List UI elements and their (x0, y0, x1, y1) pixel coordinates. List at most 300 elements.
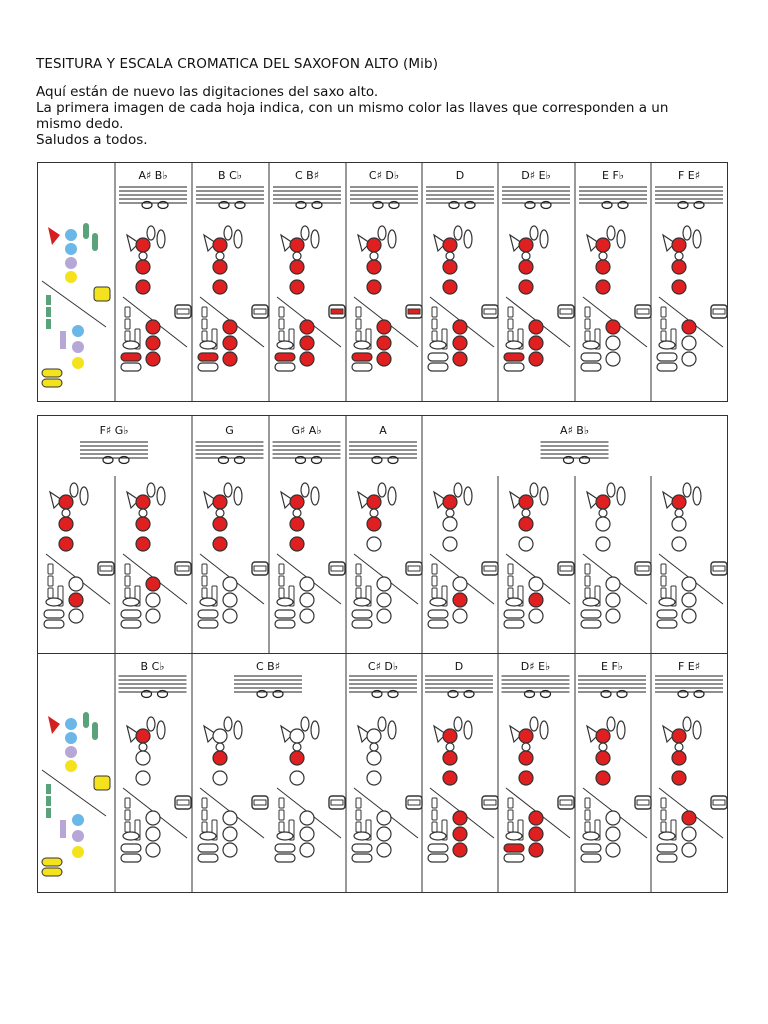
side-key-icon (540, 230, 548, 248)
pinky-key-icon (198, 610, 218, 618)
tone-hole-key-icon (290, 238, 304, 252)
tone-hole-key-icon (370, 252, 378, 260)
tone-hole-key-icon (529, 336, 543, 350)
tone-hole-key-icon (216, 252, 224, 260)
pinky-key-icon (277, 341, 293, 349)
spatula-key-icon (508, 576, 513, 586)
spatula-key-icon (202, 822, 207, 832)
pinky-key-icon (354, 598, 370, 606)
spatula-key-icon (356, 798, 361, 808)
spatula-key-icon (585, 564, 590, 574)
side-key-icon (560, 309, 572, 314)
note-name-label: C♯ D♭ (368, 169, 400, 182)
tone-hole-key-icon (682, 843, 696, 857)
tone-hole-key-icon (377, 577, 391, 591)
spatula-key-icon (202, 331, 207, 341)
pinky-key-icon (428, 854, 448, 862)
note-name-label: C B♯ (255, 660, 281, 673)
tone-hole-key-icon (300, 827, 314, 841)
side-key-icon (464, 230, 472, 248)
spatula-key-icon (661, 810, 666, 820)
tone-hole-key-icon (443, 517, 457, 531)
side-key-icon (388, 230, 396, 248)
tone-hole-key-icon (596, 537, 610, 551)
tone-hole-key-icon (519, 517, 533, 531)
palm-key-icon (454, 226, 462, 240)
side-key-icon (92, 233, 98, 251)
note-name-label: E F♭ (602, 169, 624, 182)
tone-hole-key-icon (72, 325, 84, 337)
spatula-key-icon (508, 331, 513, 341)
side-key-icon (234, 487, 242, 505)
intro-line-4: Saludos a todos. (36, 132, 148, 148)
note-name-label: C♯ D♭ (367, 660, 399, 673)
side-key-icon (484, 800, 496, 805)
intro-text (36, 84, 736, 148)
spatula-key-icon (508, 319, 513, 329)
tone-hole-key-icon (65, 760, 77, 772)
tone-hole-key-icon (519, 260, 533, 274)
palm-key-icon (48, 227, 60, 245)
tone-hole-key-icon (682, 609, 696, 623)
pinky-key-icon (657, 610, 677, 618)
pinky-key-icon (44, 610, 64, 618)
spatula-key-icon (508, 307, 513, 317)
tone-hole-key-icon (69, 577, 83, 591)
note-name-label: B C♭ (218, 169, 242, 182)
tone-hole-key-icon (606, 843, 620, 857)
side-key-icon (693, 230, 701, 248)
fingering-chart-row-1 (37, 162, 728, 402)
side-key-icon (311, 721, 319, 739)
tone-hole-key-icon (606, 827, 620, 841)
tone-hole-key-icon (377, 320, 391, 334)
tone-hole-key-icon (443, 771, 457, 785)
tone-hole-key-icon (59, 495, 73, 509)
side-key-icon (331, 800, 343, 805)
tone-hole-key-icon (290, 260, 304, 274)
tone-hole-key-icon (596, 280, 610, 294)
spatula-key-icon (432, 588, 437, 598)
tone-hole-key-icon (223, 827, 237, 841)
pinky-key-icon (428, 363, 448, 371)
spatula-key-icon (125, 810, 130, 820)
tone-hole-key-icon (529, 609, 543, 623)
side-key-icon (331, 566, 343, 571)
spatula-key-icon (60, 820, 66, 838)
tone-hole-key-icon (599, 252, 607, 260)
tone-hole-key-icon (672, 280, 686, 294)
pinky-key-icon (123, 341, 139, 349)
side-key-icon (92, 722, 98, 740)
spatula-key-icon (356, 588, 361, 598)
spatula-key-icon (508, 588, 513, 598)
palm-key-icon (683, 483, 691, 497)
spatula-key-icon (356, 576, 361, 586)
note-name-label: F E♯ (677, 169, 701, 182)
palm-key-icon (70, 483, 78, 497)
fingering-chart-row-3 (37, 653, 728, 893)
pinky-key-icon (275, 844, 295, 852)
tone-hole-key-icon (596, 495, 610, 509)
pinky-key-icon (198, 620, 218, 628)
pinky-key-icon (275, 363, 295, 371)
palm-key-icon (530, 226, 538, 240)
pinky-key-icon (504, 854, 524, 862)
pinky-key-icon (659, 341, 675, 349)
tone-hole-key-icon (529, 811, 543, 825)
tone-hole-key-icon (519, 729, 533, 743)
spatula-key-icon (125, 822, 130, 832)
spatula-key-icon (585, 319, 590, 329)
tone-hole-key-icon (675, 743, 683, 751)
palm-key-icon (301, 717, 309, 731)
pinky-key-icon (657, 854, 677, 862)
pinky-key-icon (275, 353, 295, 361)
pinky-key-icon (352, 620, 372, 628)
side-key-icon (540, 721, 548, 739)
spatula-key-icon (661, 822, 666, 832)
side-key-icon (408, 566, 420, 571)
pinky-key-icon (42, 858, 62, 866)
tone-hole-key-icon (136, 771, 150, 785)
pinky-key-icon (428, 620, 448, 628)
tone-hole-key-icon (682, 577, 696, 591)
tone-hole-key-icon (443, 495, 457, 509)
spatula-key-icon (508, 810, 513, 820)
pinky-key-icon (46, 598, 62, 606)
note-name-label: B C♭ (140, 660, 165, 673)
pinky-key-icon (121, 854, 141, 862)
tone-hole-key-icon (139, 509, 147, 517)
fingering-diagrams-row-2 (38, 416, 727, 654)
tone-hole-key-icon (293, 743, 301, 751)
tone-hole-key-icon (300, 336, 314, 350)
tone-hole-key-icon (146, 577, 160, 591)
tone-hole-key-icon (59, 537, 73, 551)
tone-hole-key-icon (146, 336, 160, 350)
tone-hole-key-icon (682, 320, 696, 334)
pinky-key-icon (506, 832, 522, 840)
palm-key-icon (301, 226, 309, 240)
tone-hole-key-icon (223, 320, 237, 334)
tone-hole-key-icon (300, 352, 314, 366)
tone-hole-key-icon (453, 593, 467, 607)
tone-hole-key-icon (672, 517, 686, 531)
tone-hole-key-icon (596, 729, 610, 743)
pinky-key-icon (352, 844, 372, 852)
tone-hole-key-icon (367, 238, 381, 252)
spatula-key-icon (585, 822, 590, 832)
fingering-diagrams-row-1 (38, 163, 727, 401)
spatula-key-icon (279, 576, 284, 586)
side-key-icon (484, 566, 496, 571)
tone-hole-key-icon (300, 609, 314, 623)
tone-hole-key-icon (672, 537, 686, 551)
tone-hole-key-icon (682, 593, 696, 607)
palm-key-icon (607, 483, 615, 497)
pinky-key-icon (121, 620, 141, 628)
spatula-key-icon (585, 798, 590, 808)
palm-key-icon (378, 483, 386, 497)
spatula-key-icon (661, 564, 666, 574)
tone-hole-key-icon (213, 771, 227, 785)
intro-line-3: mismo dedo. (36, 116, 124, 132)
tone-hole-key-icon (606, 320, 620, 334)
side-key-icon (83, 712, 89, 728)
tone-hole-key-icon (682, 827, 696, 841)
tone-hole-key-icon (65, 732, 77, 744)
spatula-key-icon (279, 319, 284, 329)
tone-hole-key-icon (367, 280, 381, 294)
tone-hole-key-icon (606, 593, 620, 607)
tone-hole-key-icon (377, 827, 391, 841)
tone-hole-key-icon (72, 846, 84, 858)
tone-hole-key-icon (453, 352, 467, 366)
palm-key-icon (301, 483, 309, 497)
tone-hole-key-icon (453, 609, 467, 623)
tone-hole-key-icon (522, 252, 530, 260)
spatula-key-icon (432, 564, 437, 574)
tone-hole-key-icon (453, 843, 467, 857)
spatula-key-icon (279, 822, 284, 832)
note-name-label: F E♯ (677, 660, 701, 673)
spatula-key-icon (356, 307, 361, 317)
tone-hole-key-icon (216, 509, 224, 517)
side-key-icon (408, 800, 420, 805)
tone-hole-key-icon (146, 593, 160, 607)
tone-hole-key-icon (139, 743, 147, 751)
spatula-key-icon (279, 588, 284, 598)
tone-hole-key-icon (65, 746, 77, 758)
note-name-label: A (379, 424, 387, 437)
side-key-icon (560, 566, 572, 571)
palm-key-icon (147, 717, 155, 731)
tone-hole-key-icon (223, 577, 237, 591)
spatula-key-icon (202, 564, 207, 574)
pinky-key-icon (275, 610, 295, 618)
pinky-key-icon (581, 363, 601, 371)
tone-hole-key-icon (223, 336, 237, 350)
tone-hole-key-icon (139, 252, 147, 260)
palm-key-icon (147, 226, 155, 240)
tone-hole-key-icon (146, 843, 160, 857)
tone-hole-key-icon (519, 238, 533, 252)
pinky-key-icon (657, 844, 677, 852)
side-key-icon (713, 800, 725, 805)
tone-hole-key-icon (672, 495, 686, 509)
tone-hole-key-icon (377, 336, 391, 350)
page-title: TESITURA Y ESCALA CROMATICA DEL SAXOFON ALTO (Mib) (36, 56, 439, 72)
tone-hole-key-icon (519, 771, 533, 785)
side-key-icon (254, 309, 266, 314)
tone-hole-key-icon (519, 280, 533, 294)
spatula-key-icon (202, 798, 207, 808)
tone-hole-key-icon (367, 260, 381, 274)
tone-hole-key-icon (136, 729, 150, 743)
tone-hole-key-icon (136, 537, 150, 551)
tone-hole-key-icon (213, 729, 227, 743)
tone-hole-key-icon (293, 252, 301, 260)
intro-line-2: La primera imagen de cada hoja indica, con un mismo color las llaves que corresponden a un (36, 100, 669, 116)
note-name-label: E F♭ (601, 660, 623, 673)
tone-hole-key-icon (522, 743, 530, 751)
side-key-icon (157, 487, 165, 505)
tone-hole-key-icon (65, 271, 77, 283)
tone-hole-key-icon (136, 495, 150, 509)
pinky-key-icon (657, 353, 677, 361)
tone-hole-key-icon (606, 811, 620, 825)
note-name-label: D (454, 660, 464, 673)
tone-hole-key-icon (65, 243, 77, 255)
side-key-icon (157, 721, 165, 739)
spatula-key-icon (46, 307, 51, 317)
spatula-key-icon (508, 564, 513, 574)
pinky-key-icon (428, 610, 448, 618)
pinky-key-icon (583, 832, 599, 840)
pinky-key-icon (659, 832, 675, 840)
palm-key-icon (224, 483, 232, 497)
tone-hole-key-icon (72, 814, 84, 826)
spatula-key-icon (585, 331, 590, 341)
pinky-key-icon (504, 610, 524, 618)
spatula-key-icon (46, 319, 51, 329)
spatula-key-icon (356, 319, 361, 329)
pinky-key-icon (583, 598, 599, 606)
palm-key-icon (683, 226, 691, 240)
side-key-icon (234, 721, 242, 739)
spatula-key-icon (46, 784, 51, 794)
spatula-key-icon (661, 331, 666, 341)
tone-hole-key-icon (599, 743, 607, 751)
spatula-key-icon (508, 822, 513, 832)
side-key-icon (713, 309, 725, 314)
palm-key-icon (378, 226, 386, 240)
side-key-icon (464, 487, 472, 505)
spatula-key-icon (508, 798, 513, 808)
tone-hole-key-icon (596, 751, 610, 765)
tone-hole-key-icon (300, 811, 314, 825)
spatula-key-icon (279, 331, 284, 341)
tone-hole-key-icon (606, 352, 620, 366)
palm-key-icon (48, 716, 60, 734)
tone-hole-key-icon (377, 609, 391, 623)
spatula-key-icon (125, 798, 130, 808)
spatula-key-icon (661, 588, 666, 598)
pinky-key-icon (657, 620, 677, 628)
tone-hole-key-icon (223, 352, 237, 366)
tone-hole-key-icon (367, 537, 381, 551)
palm-key-icon (607, 717, 615, 731)
pinky-key-icon (121, 844, 141, 852)
side-key-icon (157, 230, 165, 248)
pinky-key-icon (581, 610, 601, 618)
tone-hole-key-icon (529, 320, 543, 334)
tone-hole-key-icon (300, 577, 314, 591)
spatula-key-icon (125, 307, 130, 317)
tone-hole-key-icon (65, 718, 77, 730)
palm-key-icon (147, 483, 155, 497)
tone-hole-key-icon (213, 260, 227, 274)
tone-hole-key-icon (672, 238, 686, 252)
tone-hole-key-icon (453, 336, 467, 350)
pinky-key-icon (352, 610, 372, 618)
tone-hole-key-icon (367, 495, 381, 509)
pinky-key-icon (200, 598, 216, 606)
note-name-label: A♯ B♭ (559, 424, 590, 437)
tone-hole-key-icon (596, 238, 610, 252)
side-key-icon (177, 566, 189, 571)
pinky-key-icon (42, 868, 62, 876)
spatula-key-icon (661, 319, 666, 329)
pinky-key-icon (198, 363, 218, 371)
tone-hole-key-icon (453, 811, 467, 825)
tone-hole-key-icon (69, 609, 83, 623)
palm-key-icon (224, 226, 232, 240)
pinky-key-icon (504, 620, 524, 628)
tone-hole-key-icon (377, 593, 391, 607)
side-key-icon (94, 287, 110, 301)
side-key-icon (254, 566, 266, 571)
tone-hole-key-icon (367, 771, 381, 785)
spatula-key-icon (46, 295, 51, 305)
spatula-key-icon (661, 798, 666, 808)
spatula-key-icon (46, 808, 51, 818)
spatula-key-icon (125, 564, 130, 574)
tone-hole-key-icon (682, 336, 696, 350)
fingering-chart-row-2 (37, 415, 728, 653)
tone-hole-key-icon (290, 280, 304, 294)
pinky-key-icon (200, 341, 216, 349)
tone-hole-key-icon (529, 827, 543, 841)
pinky-key-icon (198, 854, 218, 862)
pinky-key-icon (583, 341, 599, 349)
pinky-key-icon (277, 832, 293, 840)
tone-hole-key-icon (146, 352, 160, 366)
tone-hole-key-icon (377, 843, 391, 857)
tone-hole-key-icon (672, 260, 686, 274)
tone-hole-key-icon (606, 336, 620, 350)
tone-hole-key-icon (69, 593, 83, 607)
pinky-key-icon (44, 620, 64, 628)
side-key-icon (100, 566, 112, 571)
tone-hole-key-icon (367, 517, 381, 531)
tone-hole-key-icon (72, 830, 84, 842)
tone-hole-key-icon (443, 280, 457, 294)
pinky-key-icon (430, 832, 446, 840)
spatula-key-icon (48, 564, 53, 574)
side-key-icon (94, 776, 110, 790)
pinky-key-icon (581, 620, 601, 628)
tone-hole-key-icon (216, 743, 224, 751)
tone-hole-key-icon (65, 257, 77, 269)
note-name-label: C B♯ (294, 169, 320, 182)
pinky-key-icon (352, 353, 372, 361)
pinky-key-icon (277, 598, 293, 606)
palm-key-icon (530, 717, 538, 731)
tone-hole-key-icon (519, 751, 533, 765)
tone-hole-key-icon (213, 238, 227, 252)
pinky-key-icon (121, 353, 141, 361)
palm-key-icon (530, 483, 538, 497)
pinky-key-icon (200, 832, 216, 840)
pinky-key-icon (504, 844, 524, 852)
pinky-key-icon (504, 353, 524, 361)
tone-hole-key-icon (377, 811, 391, 825)
palm-key-icon (454, 717, 462, 731)
tone-hole-key-icon (223, 593, 237, 607)
tone-hole-key-icon (293, 509, 301, 517)
